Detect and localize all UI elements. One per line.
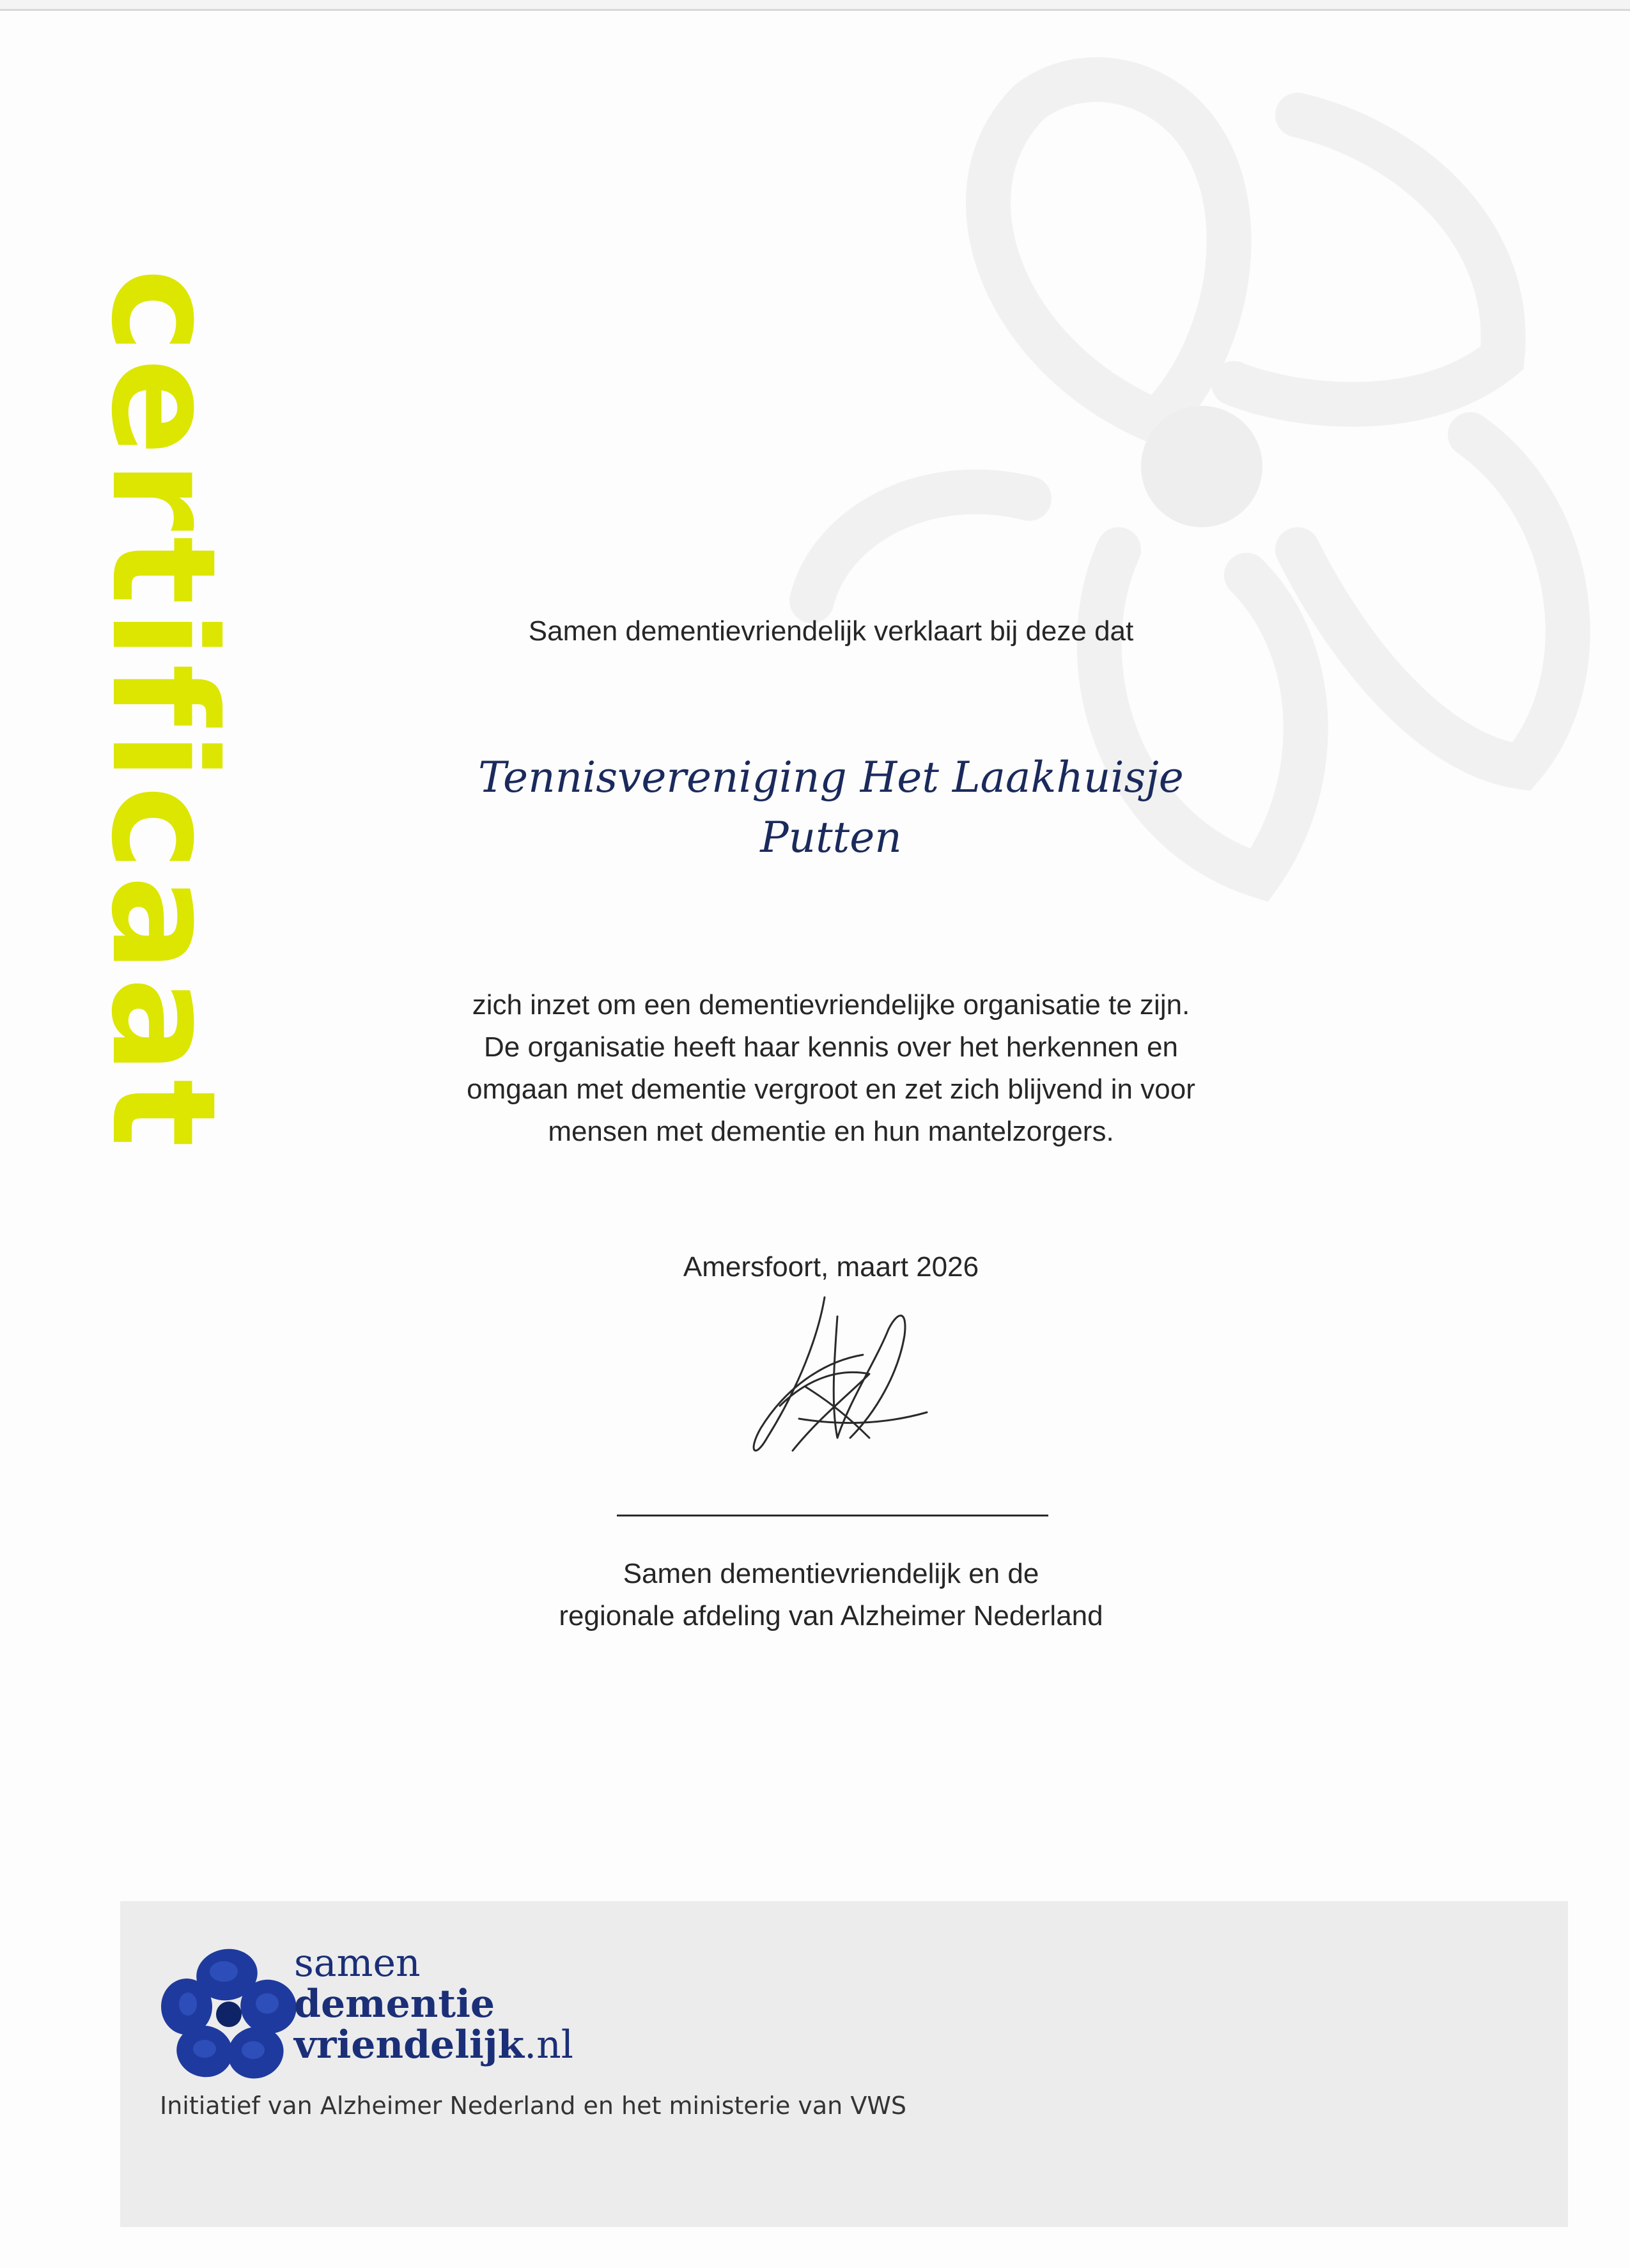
logo-line-dementie: dementie <box>294 1982 495 2026</box>
certificate-body <box>358 984 1304 1153</box>
signer-line-1: Samen dementievriendelijk en de <box>623 1558 1039 1589</box>
signature-image <box>741 1291 933 1463</box>
organization-name-line1: Tennisvereniging Het Laakhuisje <box>478 753 1184 802</box>
forget-me-not-watermark-icon <box>671 26 1630 1112</box>
body-line-2: De organisatie heeft haar kennis over het herkennen en <box>483 1031 1179 1063</box>
logo-line-samen: samen <box>294 1941 421 1986</box>
logo-vriendelijk: vriendelijk <box>294 2023 525 2067</box>
forget-me-not-logo-icon <box>160 1943 300 2083</box>
logo-tld: .nl <box>524 2023 573 2067</box>
place-and-date: Amersfoort, maart 2026 <box>683 1251 979 1283</box>
organization-name <box>358 748 1304 868</box>
body-line-1: zich inzet om een dementievriendelijke organisatie te zijn. <box>472 989 1190 1021</box>
body-line-3: omgaan met dementie vergroot en zet zich blijvend in voor <box>467 1074 1195 1105</box>
certificate-title <box>80 268 247 1304</box>
logo-wordmark <box>294 1943 573 2065</box>
certificate-title-text: certificaat <box>80 268 247 1153</box>
organization-location: Putten <box>760 813 902 862</box>
signature-line <box>617 1515 1048 1516</box>
logo-line-vriendelijk <box>294 2025 573 2065</box>
signer-organization <box>358 1553 1304 1637</box>
intro-statement: Samen dementievriendelijk verklaart bij deze dat <box>528 615 1134 647</box>
initiative-text: Initiatief van Alzheimer Nederland en het ministerie van VWS <box>160 2092 907 2120</box>
signer-line-2: regionale afdeling van Alzheimer Nederland <box>559 1600 1103 1632</box>
body-line-4: mensen met dementie en hun mantelzorgers. <box>548 1116 1114 1147</box>
scan-top-edge <box>0 0 1630 11</box>
